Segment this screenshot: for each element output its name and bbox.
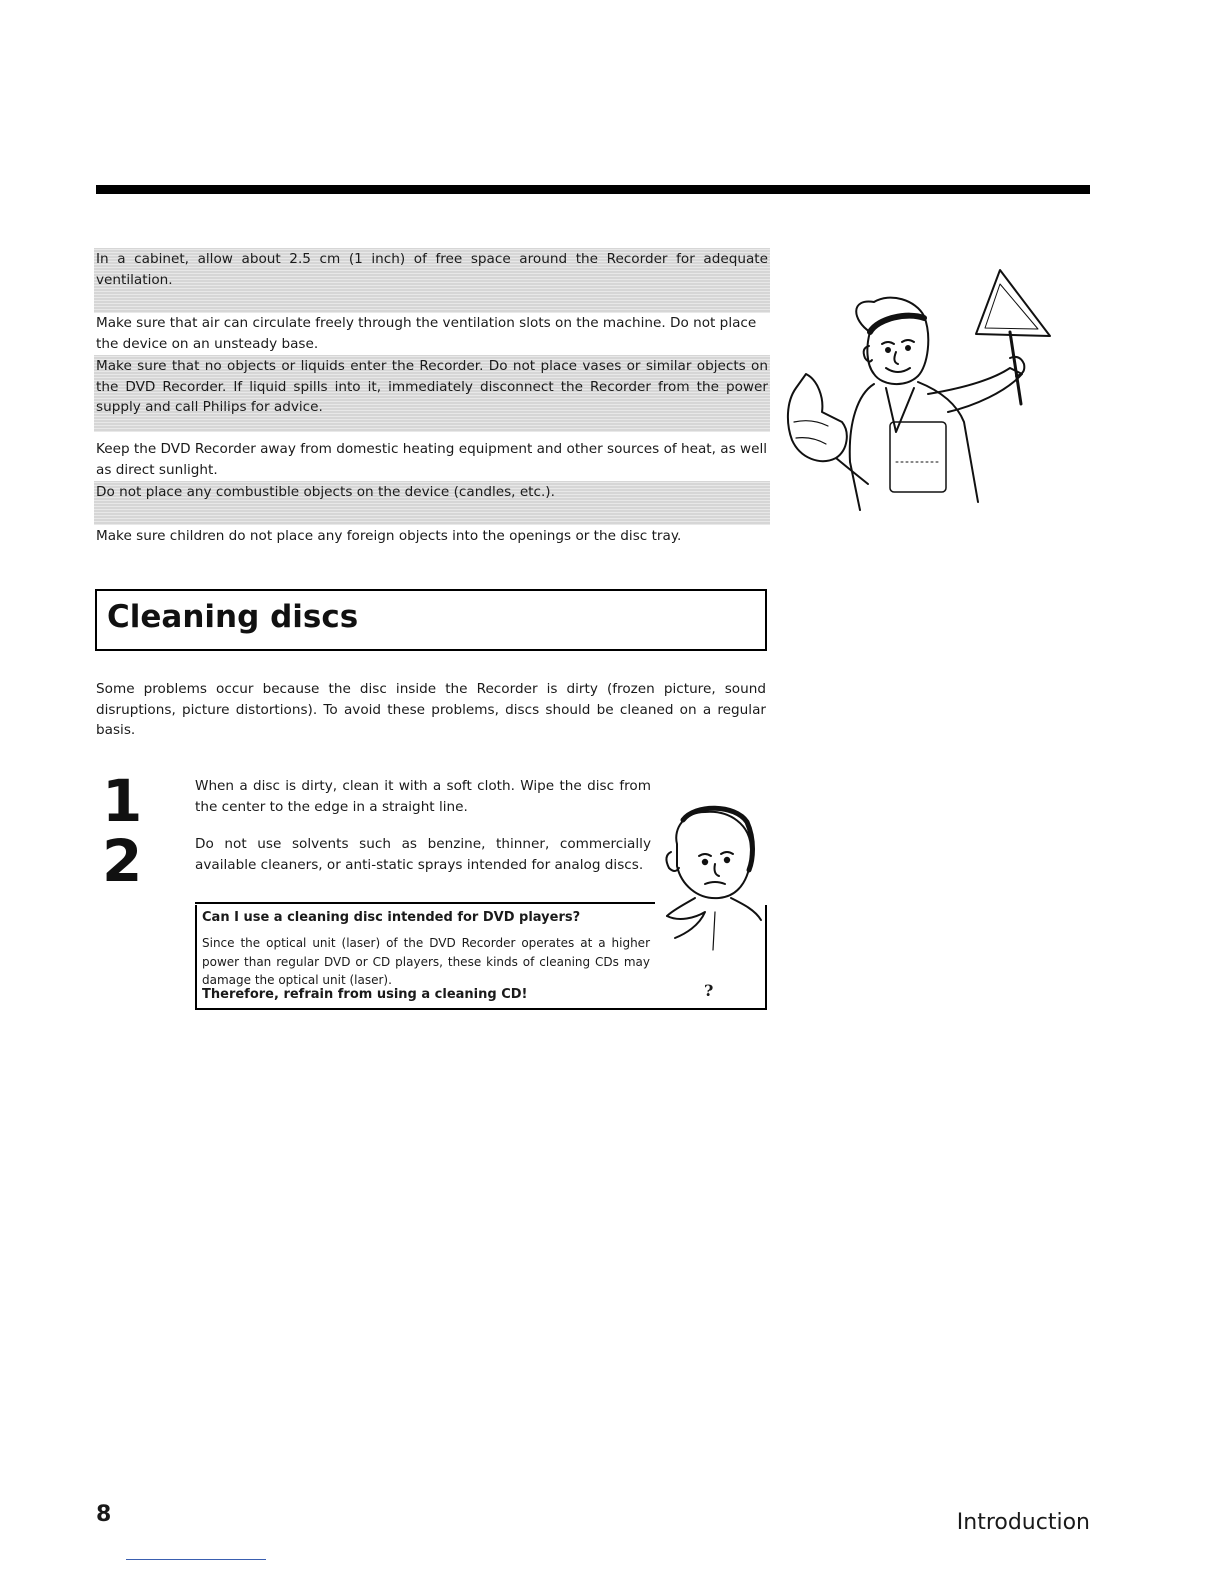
question-mark-icon: ? [704, 981, 714, 1000]
faq-question: Can I use a cleaning disc intended for DVD players? [202, 910, 581, 925]
technician-warning-illustration [778, 262, 1058, 522]
faq-answer: Since the optical unit (laser) of the DVD Recorder operates at a higher power than regular DVD or CD players, these kinds of cleaning CDs may damage the optical unit (laser). [202, 936, 650, 988]
cleaning-section-header [95, 589, 767, 651]
safety-note-combustible: Do not place any combustible objects on the device (candles, etc.). [94, 481, 770, 525]
cleaning-intro: Some problems occur because the disc inside the Recorder is dirty (frozen picture, sound disruptions, picture distortions). To avoid these problems, discs should be cleaned on a regular basis. [96, 681, 766, 738]
top-rule [96, 185, 1090, 194]
step-number-2: 2 [102, 827, 143, 895]
page-number: 8 [96, 1502, 112, 1527]
step-text-1: When a disc is dirty, clean it with a soft cloth. Wipe the disc from the center to the edge in a straight line. [195, 778, 651, 815]
footer-section-label: Introduction [956, 1510, 1090, 1535]
thinking-man-illustration [655, 800, 765, 970]
safety-note-ventilation-space: In a cabinet, allow about 2.5 cm (1 inch) of free space around the Recorder for adequate ventilation. [94, 248, 770, 313]
step-text-2: Do not use solvents such as benzine, thinner, commercially available cleaners, or anti-static sprays intended for analog discs. [195, 836, 651, 873]
footer-rule [126, 1559, 266, 1560]
safety-text-children: Make sure children do not place any foreign objects into the openings or the disc tray. [96, 528, 682, 544]
faq-conclusion: Therefore, refrain from using a cleaning CD! [202, 987, 528, 1002]
faq-top-rule [195, 902, 655, 904]
safety-note-liquids: Make sure that no objects or liquids enter the Recorder. Do not place vases or similar objects on the DVD Recorder. If liquid spills into it, immediately disconnect the Recorder from the power supply and call Philips for advice. [94, 355, 770, 432]
safety-text-heat: Keep the DVD Recorder away from domestic heating equipment and other sources of heat, as well as direct sunlight. [96, 441, 768, 478]
step-number-1: 1 [102, 767, 143, 835]
section-title: Cleaning discs [107, 599, 359, 635]
safety-text-air-circulation: Make sure that air can circulate freely through the ventilation slots on the machine. Do not place the device on an unsteady base. [96, 315, 757, 352]
